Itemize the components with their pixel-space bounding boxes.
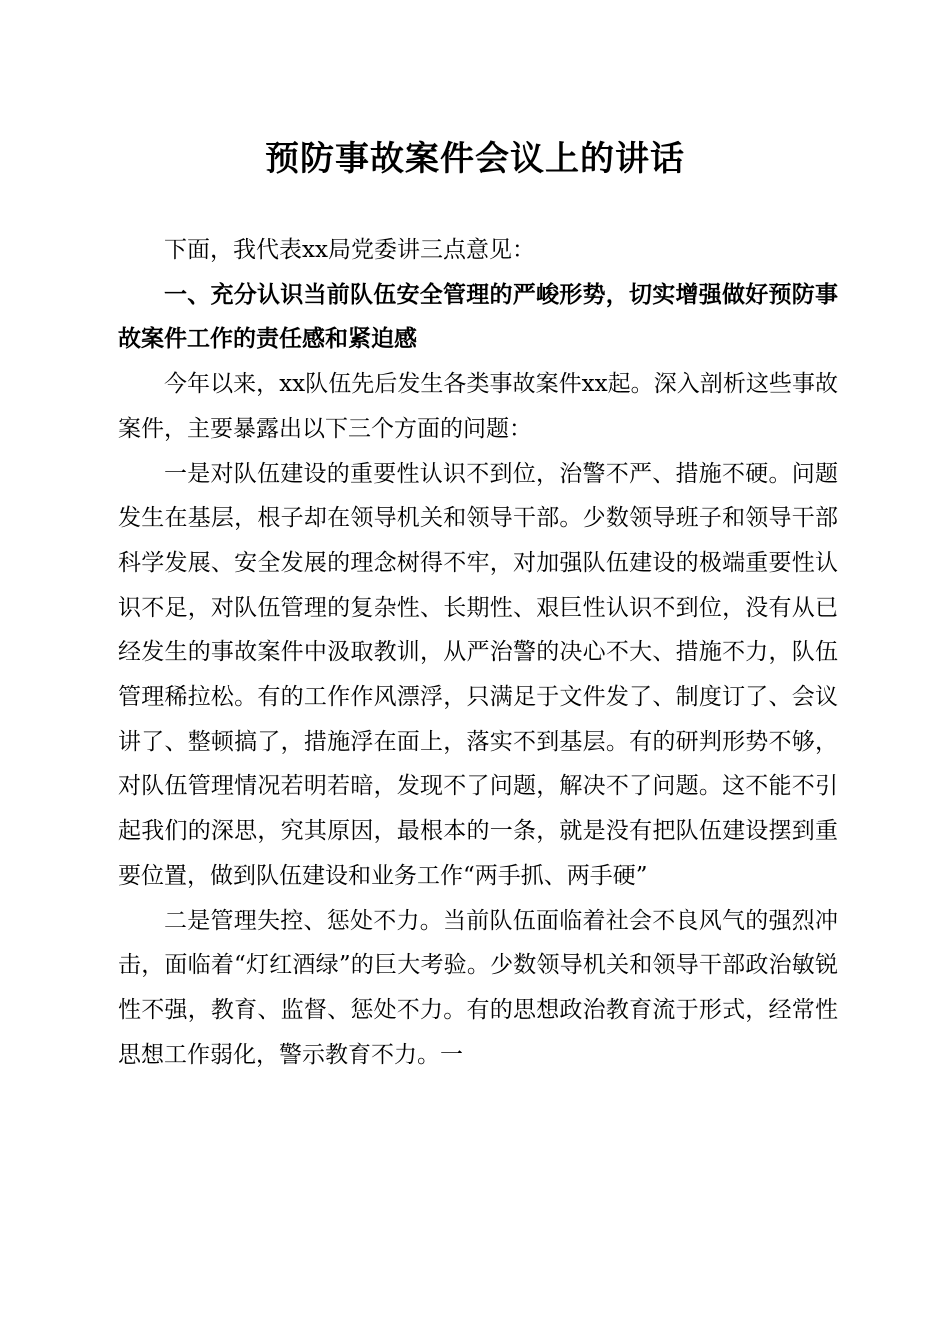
paragraph-text: 问题发生在基层，根子却在领导机关和领导干部。少数领导班子和领导干部科学发展、安全发展的理念树得不牢，对加强队伍建设的极端重要性认识不足，对队伍管理的复杂性、长期性、艰巨性认识不到位，没有从已经发生的事故案件中汲取教训，从严治警的决心不大、措施不力，队伍管理稀拉松。有的工作作风漂浮，只满足于文件发了、制度订了、会议讲了、整顿搞了，措施浮在面上，落实不到基层。有的研判形势不够，对队伍管理情况若明若暗，发现不了问题，解决不了问题。这不能不引起我们的深思，究其原因，最根本的一条，就是没有把队伍建设摆到重要位置，做到队伍建设和业务工作“两手抓、两手硬” — [118, 460, 838, 889]
paragraph-text: 当前队伍面临着社会不良风气的强烈冲击，面临着“灯红酒绿”的巨大考验。少数领导机关和领导干部政治敏锐性不强，教育、监督、惩处不力。有的思想政治教育流于形式，经常性思想工作弱化，警示教育不力。一 — [118, 907, 838, 1068]
paragraph-text: 今年以来，xx队伍先后发生各类事故案件xx起。深入剖析这些事故案件，主要暴露出以下三个方面的问题： — [118, 371, 838, 442]
intro-paragraph — [118, 228, 838, 273]
heading-text: 一、充分认识当前队伍安全管理的严峻形势，切实增强做好预防事故案件工作的责任感和紧迫感 — [118, 280, 838, 353]
document-title: 预防事故案件会议上的讲话 — [265, 139, 685, 179]
section-heading — [118, 273, 838, 362]
body-paragraph — [118, 362, 838, 451]
paragraph-text: 下面，我代表xx局党委讲三点意见： — [164, 237, 535, 263]
body-paragraph — [118, 899, 838, 1078]
body-paragraph — [118, 452, 838, 899]
document-body — [118, 228, 838, 1077]
paragraph-lead: 二是管理失控、惩处不力。 — [164, 907, 443, 934]
paragraph-lead: 一是对队伍建设的重要性认识不到位，治警不严、措施不硬。 — [164, 460, 792, 487]
